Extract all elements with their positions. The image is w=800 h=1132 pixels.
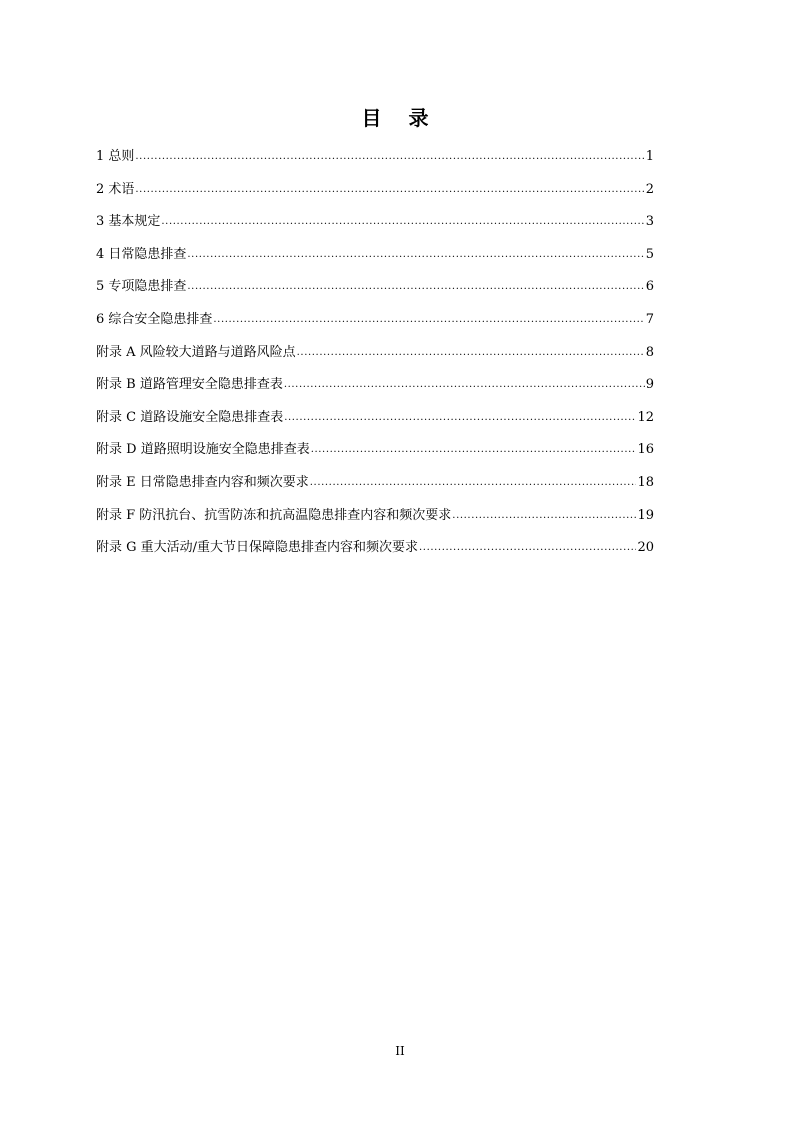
toc-entry-page: 12 <box>637 409 654 425</box>
toc-entry-label: 6 综合安全隐患排查 <box>96 311 213 327</box>
toc-leader-dots <box>161 210 644 224</box>
toc-entry[interactable] <box>96 179 654 212</box>
toc-entry-page: 1 <box>645 149 654 164</box>
toc-leader-dots <box>419 536 636 550</box>
toc-leader-dots <box>135 145 644 159</box>
toc-entry[interactable] <box>96 244 654 277</box>
toc-entry-page: 6 <box>645 279 654 295</box>
toc-entry[interactable] <box>96 276 654 309</box>
toc-entry-label: 5 专项隐患排查 <box>96 279 187 295</box>
toc-title: 目 录 <box>361 106 439 130</box>
toc-entry-page: 3 <box>645 214 654 230</box>
toc-entry-page: 7 <box>645 311 654 327</box>
toc-leader-dots <box>284 373 645 387</box>
toc-entry[interactable] <box>96 472 654 505</box>
toc-entry[interactable] <box>96 309 654 342</box>
toc-entry[interactable] <box>96 407 654 440</box>
toc-leader-dots <box>187 275 644 289</box>
toc-leader-dots <box>213 308 644 322</box>
toc-leader-dots <box>187 243 644 257</box>
toc-list <box>96 146 654 570</box>
toc-entry-page: 18 <box>637 474 654 490</box>
toc-entry-label: 附录 F 防汛抗台、抗雪防冻和抗高温隐患排查内容和频次要求 <box>96 507 452 523</box>
toc-entry-page: 5 <box>645 246 654 262</box>
toc-entry[interactable] <box>96 146 654 179</box>
page-number: II <box>395 1044 405 1058</box>
toc-entry-label: 附录 E 日常隐患排查内容和频次要求 <box>96 474 309 490</box>
toc-entry-page: 20 <box>637 540 654 556</box>
toc-entry[interactable] <box>96 211 654 244</box>
toc-leader-dots <box>310 471 637 485</box>
toc-entry-label: 附录 B 道路管理安全隐患排查表 <box>96 377 283 393</box>
toc-leader-dots <box>297 341 645 355</box>
toc-entry-page: 19 <box>637 507 654 523</box>
toc-entry-label: 1 总则 <box>96 149 135 164</box>
toc-leader-dots <box>135 178 644 192</box>
toc-entry-page: 8 <box>645 344 654 360</box>
toc-entry[interactable] <box>96 342 654 375</box>
toc-entry-label: 4 日常隐患排查 <box>96 246 187 262</box>
toc-entry-page: 2 <box>645 181 654 197</box>
toc-entry-label: 附录 D 道路照明设施安全隐患排查表 <box>96 442 310 458</box>
toc-entry[interactable] <box>96 439 654 472</box>
toc-entry-page: 16 <box>637 442 654 458</box>
toc-leader-dots <box>311 438 637 452</box>
toc-entry-label: 附录 A 风险较大道路与道路风险点 <box>96 344 296 360</box>
toc-entry-label: 3 基本规定 <box>96 214 161 230</box>
toc-entry[interactable] <box>96 537 654 570</box>
toc-entry[interactable] <box>96 505 654 538</box>
toc-leader-dots <box>284 406 636 420</box>
toc-entry-label: 附录 G 重大活动/重大节日保障隐患排查内容和频次要求 <box>96 540 419 556</box>
toc-leader-dots <box>452 504 636 518</box>
toc-entry-page: 9 <box>645 377 654 393</box>
toc-entry[interactable] <box>96 374 654 407</box>
toc-entry-label: 2 术语 <box>96 181 135 197</box>
toc-entry-label: 附录 C 道路设施安全隐患排查表 <box>96 409 284 425</box>
